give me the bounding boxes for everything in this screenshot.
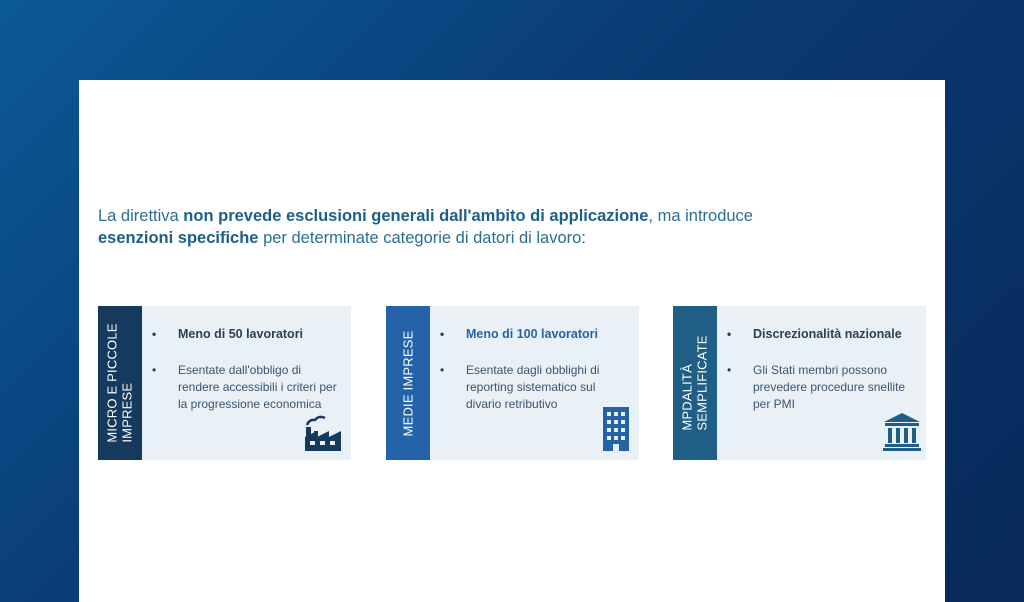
- card-bullets: [727, 326, 918, 413]
- bullet-heading: [440, 326, 631, 342]
- intro-part-3: per determinate categorie di datori di lavoro:: [258, 228, 586, 247]
- card-modalita-semplificate: [673, 306, 926, 460]
- bullet-heading: [727, 326, 918, 342]
- bullet-description: [727, 362, 918, 413]
- bullet-dot: •: [152, 327, 157, 341]
- card-side-text: [401, 330, 416, 436]
- card-micro-piccole-imprese: [98, 306, 351, 460]
- card-side-text: [680, 335, 710, 430]
- intro-text: [98, 205, 818, 249]
- card-description: Esentate dall'obbligo di rendere accessibili i criteri per la progressione economica: [178, 363, 337, 411]
- card-description: Esentate dagli obblighi di reporting sistematico sul divario retributivo: [466, 363, 600, 411]
- card-side-label: [386, 306, 430, 460]
- bullet-dot: •: [440, 363, 445, 377]
- card-description: Gli Stati membri possono prevedere procedure snellite per PMI: [753, 363, 906, 411]
- office-building-icon: [601, 405, 631, 458]
- intro-part-1: La direttiva: [98, 206, 184, 225]
- intro-part-2: , ma introduce: [648, 206, 753, 225]
- card-heading: Discrezionalità nazionale: [753, 327, 902, 341]
- card-side-text: [105, 323, 135, 442]
- bullet-dot: •: [727, 363, 732, 377]
- card-bullets: [152, 326, 343, 413]
- side-line-1: MICRO E PICCOLE: [105, 323, 121, 443]
- side-line-2: SEMPLIFICATE: [695, 335, 710, 431]
- card-bullets: [440, 326, 631, 413]
- card-medie-imprese: [386, 306, 639, 460]
- side-line-2: IMPRESE: [120, 382, 136, 443]
- bullet-dot: •: [727, 327, 732, 341]
- bullet-heading: [152, 326, 343, 342]
- slide: [79, 80, 945, 602]
- side-line-1: MPDALITÀ: [680, 364, 695, 431]
- card-heading: Meno di 100 lavoratori: [466, 327, 598, 341]
- card-heading: Meno di 50 lavoratori: [178, 327, 304, 341]
- card-side-label: [98, 306, 142, 460]
- bullet-dot: •: [440, 327, 445, 341]
- card-side-label: [673, 306, 717, 460]
- intro-bold-1: non prevede esclusioni generali dall'ambito di applicazione: [183, 206, 649, 225]
- intro-bold-2: esenzioni specifiche: [98, 228, 259, 247]
- factory-icon: [303, 413, 345, 458]
- bullet-description: [152, 362, 343, 413]
- government-building-icon: [882, 411, 922, 456]
- bullet-dot: •: [152, 363, 157, 377]
- side-line-1: MEDIE IMPRESE: [400, 330, 416, 436]
